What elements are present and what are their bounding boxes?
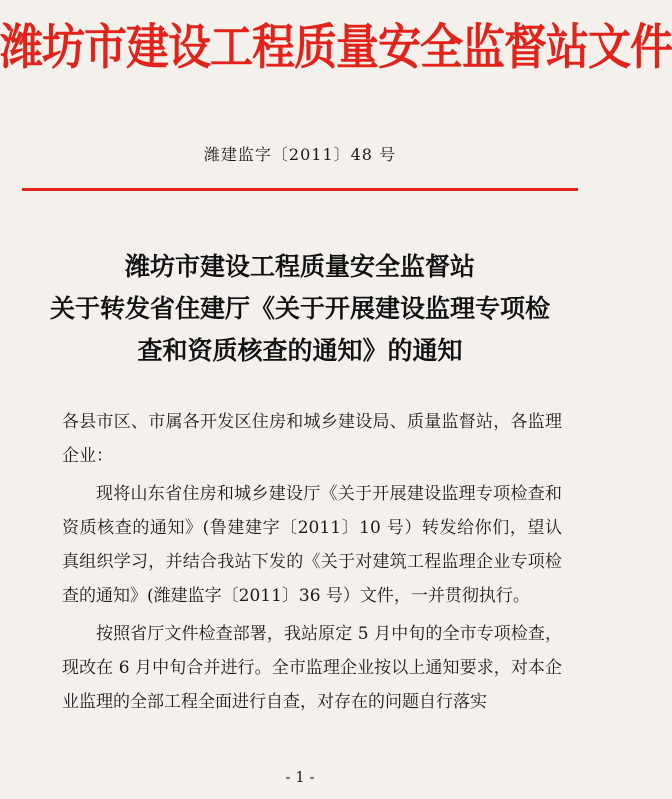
salutation: 各县市区、市属各开发区住房和城乡建设局、质量监督站，各监理企业：	[62, 412, 562, 466]
page-number: - 1 -	[285, 768, 315, 786]
red-divider-line	[22, 188, 578, 191]
body-paragraph-1: 现将山东省住房和城乡建设厅《关于开展建设监理专项检查和资质核查的通知》(鲁建建字〔2011〕10 号）转发给你们，望认真组织学习，并结合我站下发的《关于对建筑工程监理企业专项检查的通知》(潍建监字〔2011〕36 号）文件，一并贯彻执行。	[62, 484, 562, 606]
title-line-2: 关于转发省住建厅《关于开展建设监理专项检	[49, 294, 550, 323]
body-paragraph-2: 按照省厅文件检查部署，我站原定 5 月中旬的全市专项检查，现改在 6 月中旬合并进行。全市监理企业按以上通知要求，对本企业监理的全部工程全面进行自查，对存在的问题自行落实	[62, 624, 562, 712]
document-title	[0, 246, 600, 372]
title-line-1: 潍坊市建设工程质量安全监督站	[124, 252, 475, 281]
document-number: 潍建监字〔2011〕48 号	[203, 145, 397, 164]
title-line-3: 查和资质核查的通知》的通知	[137, 336, 463, 365]
document-body	[62, 405, 562, 719]
red-masthead: 潍坊市建设工程质量安全监督站文件	[0, 19, 672, 76]
